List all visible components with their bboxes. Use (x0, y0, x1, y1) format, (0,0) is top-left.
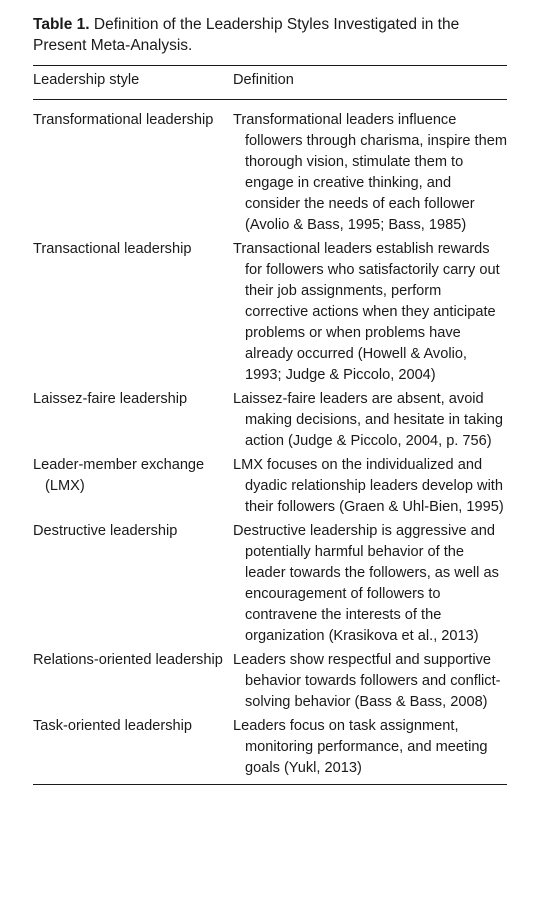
leadership-style-cell: Relations-oriented leadership (33, 652, 223, 668)
bottom-rule (33, 784, 507, 785)
table-header-row (33, 66, 507, 100)
leadership-style-cell: Transformational leadership (33, 112, 214, 128)
definition-cell: Laissez-faire leaders are absent, avoid making decisions, and hesitate in taking action (Judge & Piccolo, 2004, p. 756) (233, 391, 503, 449)
definition-cell: Transformational leaders influence followers through charisma, inspire them thorough vision, stimulate them to engage in creative thinking, and consider the needs of each follower (Avolio & Bass, 1995; Bass, 1985) (233, 112, 507, 233)
table-caption-text: Definition of the Leadership Styles Investigated in the Present Meta-Analysis. (33, 16, 460, 54)
leadership-style-cell: Leader-member exchange (LMX) (33, 457, 205, 494)
table-row (33, 455, 507, 521)
column-header-definition: Definition (233, 66, 507, 100)
definition-cell: Leaders show respectful and supportive behavior towards followers and conflict-solving behavior (Bass & Bass, 2008) (233, 652, 501, 710)
table-row (33, 239, 507, 389)
column-header-leadership-style: Leadership style (33, 66, 233, 100)
definition-cell: Destructive leadership is aggressive and potentially harmful behavior of the leader towards the followers, as well as encouragement of followers to contravene the interests of the organization (Krasikova et al., 2013) (233, 523, 499, 644)
leadership-style-cell: Transactional leadership (33, 241, 192, 257)
table-row (33, 716, 507, 782)
table-caption (33, 14, 507, 56)
definition-cell: LMX focuses on the individualized and dyadic relationship leaders develop with their followers (Graen & Uhl-Bien, 1995) (233, 457, 504, 515)
table-row (33, 521, 507, 650)
table-caption-label: Table 1. (33, 16, 90, 33)
leadership-style-cell: Laissez-faire leadership (33, 391, 188, 407)
leadership-style-cell: Task-oriented leadership (33, 718, 192, 734)
leadership-style-cell: Destructive leadership (33, 523, 178, 539)
table-row (33, 650, 507, 716)
leadership-styles-table (33, 66, 507, 782)
definition-cell: Leaders focus on task assignment, monitoring performance, and meeting goals (Yukl, 2013) (233, 718, 488, 776)
table-row (33, 100, 507, 240)
table-row (33, 389, 507, 455)
definition-cell: Transactional leaders establish rewards for followers who satisfactorily carry out their job assignments, perform corrective actions when they anticipate problems or when problems have already occurred (Howell & Avolio, 1993; Judge & Piccolo, 2004) (233, 241, 500, 383)
